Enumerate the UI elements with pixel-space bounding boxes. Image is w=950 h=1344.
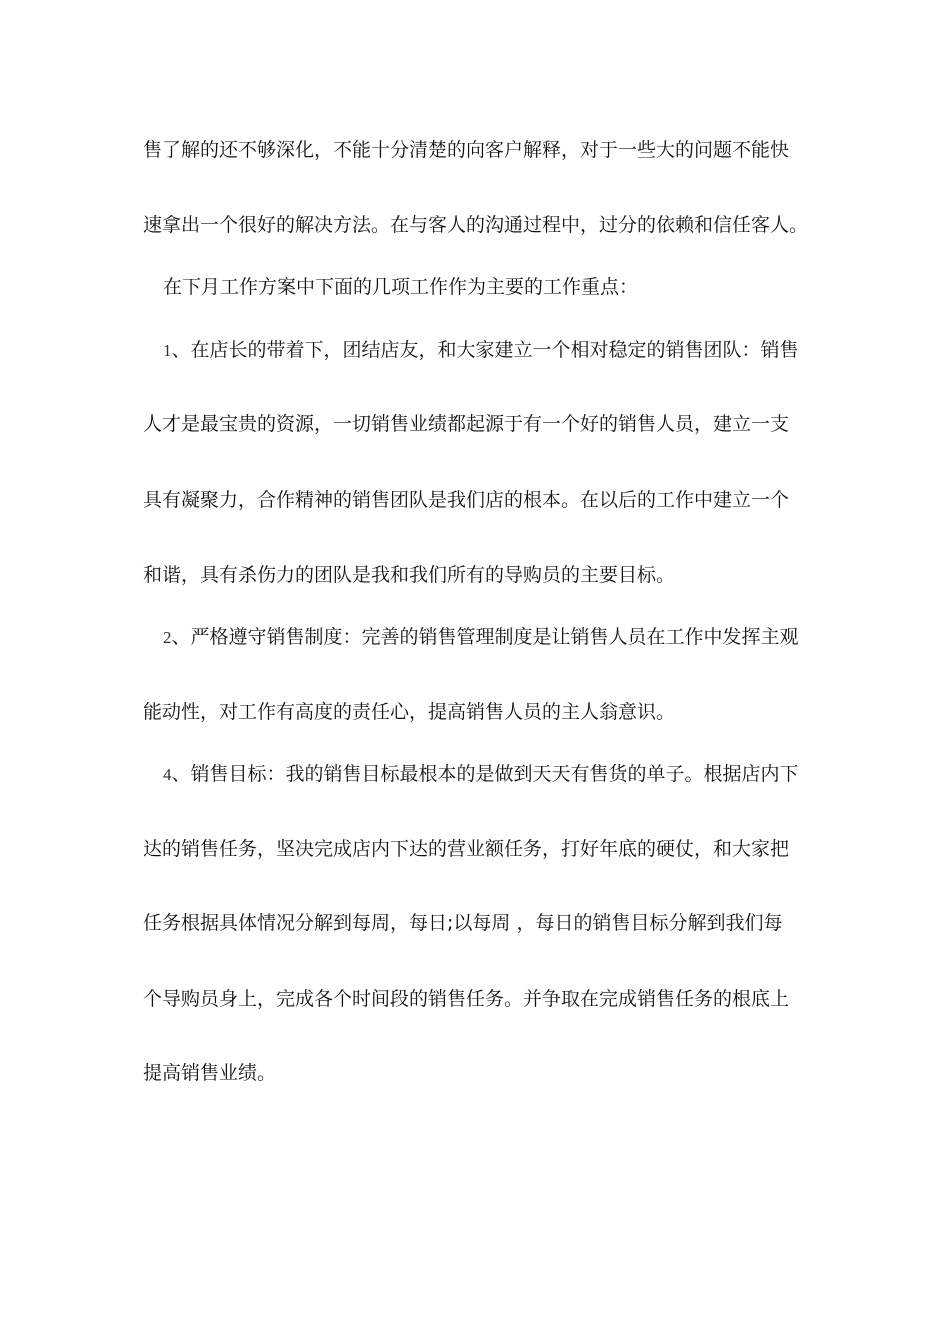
text-line: 、在店长的带着下，团结店友，和大家建立一个相对稳定的销售团队：销售 bbox=[171, 339, 799, 361]
list-number: 1 bbox=[163, 341, 172, 360]
text-line: 、销售目标：我的销售目标最根本的是做到天天有售货的单子。根据店内下 bbox=[171, 763, 799, 785]
text-line: 任务根据具体情况分解到每周，每日;以每周 ，每日的销售目标分解到我们每 bbox=[143, 912, 783, 934]
text-line: 能动性，对工作有高度的责任心，提高销售人员的主人翁意识。 bbox=[143, 701, 676, 723]
text-line: 人才是最宝贵的资源，一切销售业绩都起源于有一个好的销售人员，建立一支 bbox=[143, 413, 790, 435]
text-line: 提高销售业绩。 bbox=[143, 1062, 277, 1084]
text-line: 、严格遵守销售制度：完善的销售管理制度是让销售人员在工作中发挥主观 bbox=[171, 626, 799, 648]
text-line: 个导购员身上，完成各个时间段的销售任务。并争取在完成销售任务的根底上 bbox=[143, 988, 790, 1010]
text-line: 具有凝聚力，合作精神的销售团队是我们店的根本。在以后的工作中建立一个 bbox=[143, 489, 790, 511]
list-item-4-first-line bbox=[163, 762, 843, 787]
text-line: 和谐，具有杀伤力的团队是我和我们所有的导购员的主要目标。 bbox=[143, 564, 676, 586]
list-item-2-first-line bbox=[163, 625, 843, 650]
list-item-1-first-line bbox=[163, 338, 843, 363]
text-line: 售了解的还不够深化，不能十分清楚的向客户解释，对于一些大的问题不能快 bbox=[143, 139, 790, 161]
text-line: 速拿出一个很好的解决方法。在与客人的沟通过程中，过分的依赖和信任客人。 bbox=[143, 214, 809, 236]
text-line: 在下月工作方案中下面的几项工作作为主要的工作重点： bbox=[163, 276, 639, 298]
list-number: 2 bbox=[163, 628, 172, 647]
list-number: 4 bbox=[163, 765, 172, 784]
text-line: 达的销售任务，坚决完成店内下达的营业额任务，打好年底的硬仗，和大家把 bbox=[143, 838, 790, 860]
